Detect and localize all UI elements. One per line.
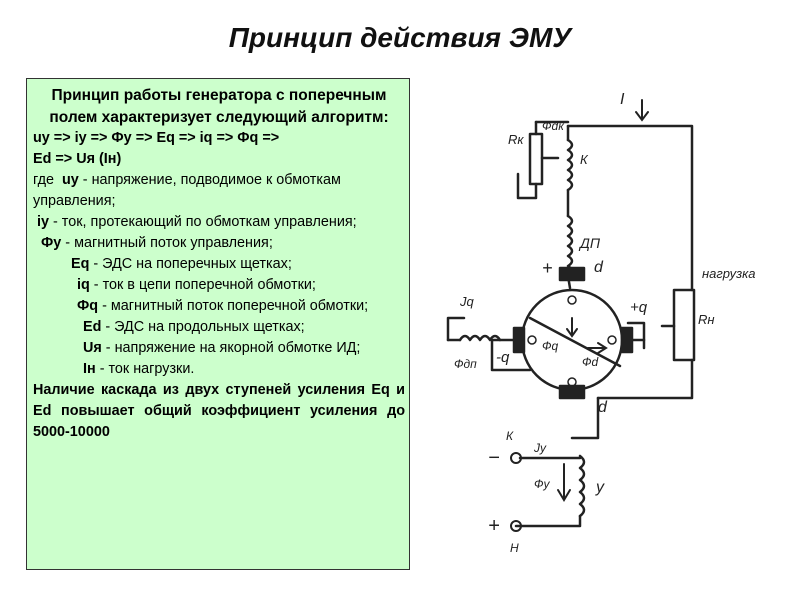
conclusion-text: Наличие каскада из двух ступеней усиления Eq и Ed повышает общий коэффициент усиления до 5000-10000: [33, 382, 405, 440]
definition-phi-q: Фq - магнитный поток поперечной обмотки;: [77, 298, 369, 314]
definition-i-n: Iн - ток нагрузки.: [83, 361, 195, 377]
label-k: К: [580, 152, 588, 167]
label-phi-dk: Фdк: [542, 119, 564, 133]
label-dp: ДП: [580, 235, 601, 251]
label-rk: Rк: [508, 132, 524, 147]
label-current-i: I: [620, 91, 625, 108]
label-d-bottom: d: [598, 399, 607, 416]
label-phi-q: Фq: [542, 339, 559, 353]
label-phi-dp: Фдп: [454, 357, 477, 371]
label-minus-q: -q: [496, 349, 510, 366]
definition-eq: Eq - ЭДС на поперечных щетках;: [71, 256, 292, 272]
label-phi-y: Фу: [534, 477, 550, 491]
emu-circuit-diagram: [430, 78, 790, 560]
label-iy: Jy: [534, 441, 546, 455]
definition-u-ya: Uя - напряжение на якорной обмотке ИД;: [83, 340, 361, 356]
description-heading: Принцип работы генератора с поперечным полем характеризует следующий алгоритм:: [49, 87, 389, 126]
label-plus-q: +q: [630, 299, 648, 316]
algorithm-formula-line2: Ed => Uя (Iн): [33, 151, 122, 167]
description-box: [26, 78, 410, 570]
label-iq: Jq: [460, 294, 474, 309]
algorithm-formula-line1: uy => iy => Фy => Eq => iq => Фq =>: [33, 130, 280, 146]
label-terminal-n: Н: [510, 541, 519, 555]
label-d-top: d: [594, 259, 603, 276]
label-terminal-k: К: [506, 429, 514, 443]
label-minus-sign: −: [488, 447, 500, 469]
definition-phi-y: Фy - магнитный поток управления;: [41, 235, 273, 251]
label-y: у: [596, 479, 604, 496]
label-load: нагрузка: [702, 266, 756, 281]
label-rn: Rн: [698, 312, 715, 327]
definition-ed: Ed - ЭДС на продольных щетках;: [83, 319, 305, 335]
label-plus-sign: +: [488, 515, 500, 537]
definition-iy: iy - ток, протекающий по обмоткам управления;: [37, 214, 357, 230]
page-title: Принцип действия ЭМУ: [228, 22, 572, 53]
label-plus-top: +: [542, 258, 553, 278]
definition-iq: iq - ток в цепи поперечной обмотки;: [77, 277, 316, 293]
label-phi-d: Фd: [582, 355, 599, 369]
definition-uy: где uy - напряжение, подводимое к обмоткам управления;: [33, 172, 341, 209]
